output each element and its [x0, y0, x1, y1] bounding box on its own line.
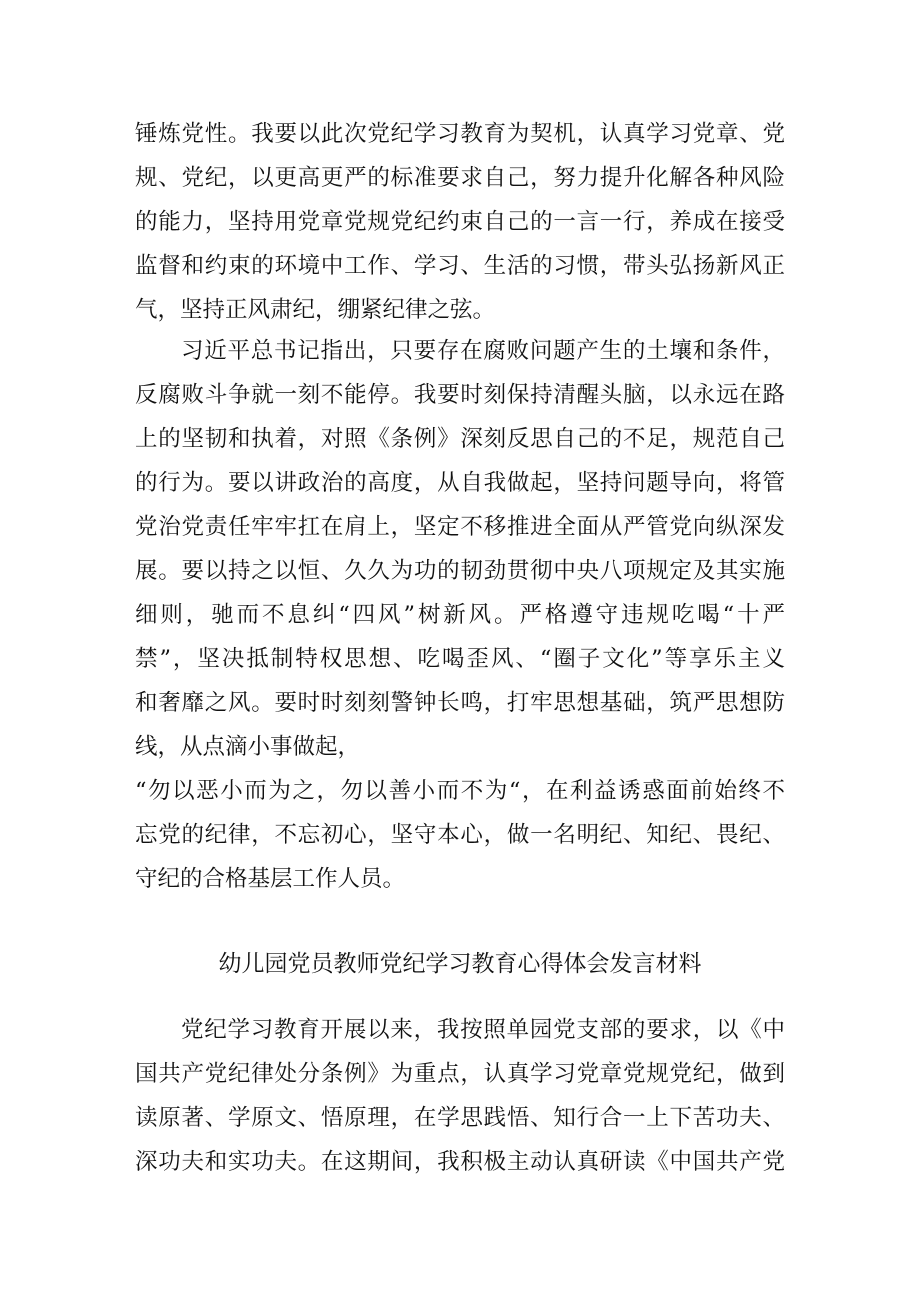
text-line: 线，从点滴小事做起， [135, 734, 361, 760]
paragraph-2 [135, 329, 785, 901]
paragraph-3 [135, 1008, 785, 1184]
text-line: 党纪学习教育开展以来，我按照单园党支部的要求，以《中 [181, 1017, 785, 1043]
text-line: 气，坚持正风肃纪，绷紧纪律之弦。 [135, 297, 496, 323]
text-line: 禁”，坚决抵制特权思想、吃喝歪风、“圈子文化”等享乐主义 [135, 646, 785, 672]
text-line: 锤炼党性。我要以此次党纪学习教育为契机，认真学习党章、党 [135, 121, 785, 147]
text-line: 的能力，坚持用党章党规党纪约束自己的一言一行，养成在接受 [135, 209, 785, 235]
text-line: 读原著、学原文、悟原理，在学思践悟、知行合一上下苦功夫、 [135, 1105, 785, 1131]
text-line: 国共产党纪律处分条例》为重点，认真学习党章党规党纪，做到 [135, 1061, 785, 1087]
text-line: 党治党责任牢牢扛在肩上，坚定不移推进全面从严管党向纵深发 [135, 514, 785, 540]
text-line: 细则，驰而不息纠“四风”树新风。严格遵守违规吃喝“十严 [135, 602, 785, 628]
text-line: 深功夫和实功夫。在这期间，我积极主动认真研读《中国共产党 [135, 1149, 785, 1175]
text-line: 忘党的纪律，不忘初心，坚守本心，做一名明纪、知纪、畏纪、 [135, 822, 785, 848]
text-line: 的行为。要以讲政治的高度，从自我做起，坚持问题导向，将管 [135, 470, 785, 496]
text-line: 展。要以持之以恒、久久为功的韧劲贯彻中央八项规定及其实施 [135, 558, 785, 584]
text-line: 反腐败斗争就一刻不能停。我要时刻保持清醒头脑，以永远在路 [135, 382, 785, 408]
text-line: 上的坚韧和执着，对照《条例》深刻反思自己的不足，规范自己 [135, 426, 785, 452]
text-line: 守纪的合格基层工作人员。 [135, 866, 406, 892]
text-line: 和奢靡之风。要时时刻刻警钟长鸣，打牢思想基础，筑严思想防 [135, 690, 785, 716]
text-line: 规、党纪，以更高更严的标准要求自己，努力提升化解各种风险 [135, 165, 785, 191]
text-line: 监督和约束的环境中工作、学习、生活的习惯，带头弘扬新风正 [135, 253, 785, 279]
paragraph-1 [135, 112, 785, 332]
text-line: “勿以恶小而为之，勿以善小而不为“，在利益诱惑面前始终不 [135, 778, 785, 804]
text-line: 习近平总书记指出，只要存在腐败问题产生的土壤和条件， [181, 338, 785, 364]
section-heading: 幼儿园党员教师党纪学习教育心得体会发言材料 [218, 951, 702, 977]
